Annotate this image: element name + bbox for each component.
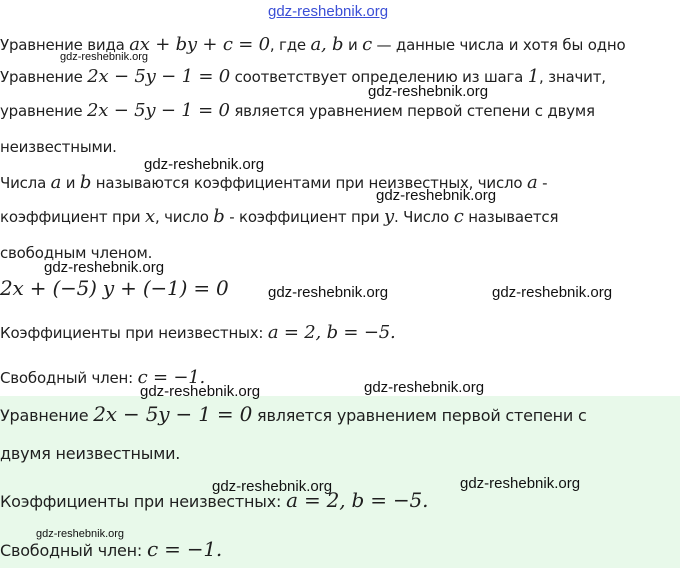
formula: c = −1. bbox=[137, 367, 206, 388]
formula: a = 2, b = −5. bbox=[286, 488, 429, 512]
text: называются коэффициентами при неизвестных, число bbox=[91, 174, 527, 192]
watermark: gdz-reshebnik.org bbox=[140, 383, 261, 400]
text: является уравнением первой степени с двумя bbox=[229, 102, 595, 120]
text: Числа bbox=[0, 174, 51, 192]
formula: 2x − 5y − 1 = 0 bbox=[87, 66, 231, 87]
solution-line-3 bbox=[0, 100, 595, 121]
watermark: gdz-reshebnik.org bbox=[212, 478, 333, 495]
watermark: gdz-reshebnik.org bbox=[60, 51, 149, 63]
solution-line-7: свободным членом. bbox=[0, 244, 153, 262]
watermark: gdz-reshebnik.org bbox=[36, 528, 125, 540]
text: коэффициент при bbox=[0, 208, 146, 226]
watermark: gdz-reshebnik.org bbox=[492, 284, 613, 301]
text: - bbox=[537, 174, 548, 192]
text: и bbox=[343, 36, 363, 54]
watermark-site-link[interactable]: gdz-reshebnik.org bbox=[268, 3, 389, 20]
text: Уравнение bbox=[0, 406, 94, 425]
solution-line-2 bbox=[0, 66, 606, 87]
formula: x bbox=[145, 206, 155, 227]
text: Свободный член: bbox=[0, 541, 147, 560]
solution-coefficients bbox=[0, 322, 395, 343]
text: Уравнение вида bbox=[0, 36, 130, 54]
formula: b bbox=[79, 172, 92, 193]
formula: a, b bbox=[310, 34, 344, 55]
text: Свободный член: bbox=[0, 369, 138, 387]
answer-line-2: двумя неизвестными. bbox=[0, 444, 181, 463]
text: и bbox=[61, 174, 80, 192]
formula: ax + by + c = 0 bbox=[129, 34, 270, 55]
text: называется bbox=[463, 208, 559, 226]
formula: a bbox=[526, 172, 538, 193]
watermark: gdz-reshebnik.org bbox=[460, 475, 581, 492]
solution-line-6 bbox=[0, 206, 558, 227]
formula: a bbox=[50, 172, 62, 193]
formula: 2x − 5y − 1 = 0 bbox=[93, 402, 253, 426]
solution-line-4: неизвестными. bbox=[0, 138, 117, 156]
text: . Число bbox=[393, 208, 454, 226]
text: Уравнение bbox=[0, 68, 88, 86]
text: - коэффициент при bbox=[224, 208, 384, 226]
watermark: gdz-reshebnik.org bbox=[44, 259, 165, 276]
watermark: gdz-reshebnik.org bbox=[268, 284, 389, 301]
watermark: gdz-reshebnik.org bbox=[364, 379, 485, 396]
formula: y bbox=[384, 206, 394, 227]
text: уравнение bbox=[0, 102, 88, 120]
watermark: gdz-reshebnik.org bbox=[144, 156, 265, 173]
text: является уравнением первой степени с bbox=[252, 406, 587, 425]
expanded-equation: 2x + (−5) y + (−1) = 0 bbox=[0, 276, 229, 300]
formula: a = 2, b = −5. bbox=[267, 322, 396, 343]
text: соответствует определению из шага bbox=[230, 68, 528, 86]
text: Коэффициенты при неизвестных: bbox=[0, 492, 287, 511]
watermark: gdz-reshebnik.org bbox=[376, 187, 497, 204]
text: Коэффициенты при неизвестных: bbox=[0, 324, 268, 342]
formula: b bbox=[213, 206, 225, 227]
text: , где bbox=[269, 36, 311, 54]
text: , значит, bbox=[538, 68, 606, 86]
formula: 2x − 5y − 1 = 0 bbox=[87, 100, 230, 121]
formula: c bbox=[453, 206, 464, 227]
formula: 1 bbox=[527, 66, 539, 87]
watermark: gdz-reshebnik.org bbox=[368, 83, 489, 100]
formula: c = −1. bbox=[146, 537, 223, 561]
text: , число bbox=[154, 208, 214, 226]
text: — данные числа и хотя бы одно bbox=[371, 36, 626, 54]
answer-free-term bbox=[0, 537, 222, 561]
formula: c bbox=[362, 34, 372, 55]
answer-line-1 bbox=[0, 402, 587, 426]
